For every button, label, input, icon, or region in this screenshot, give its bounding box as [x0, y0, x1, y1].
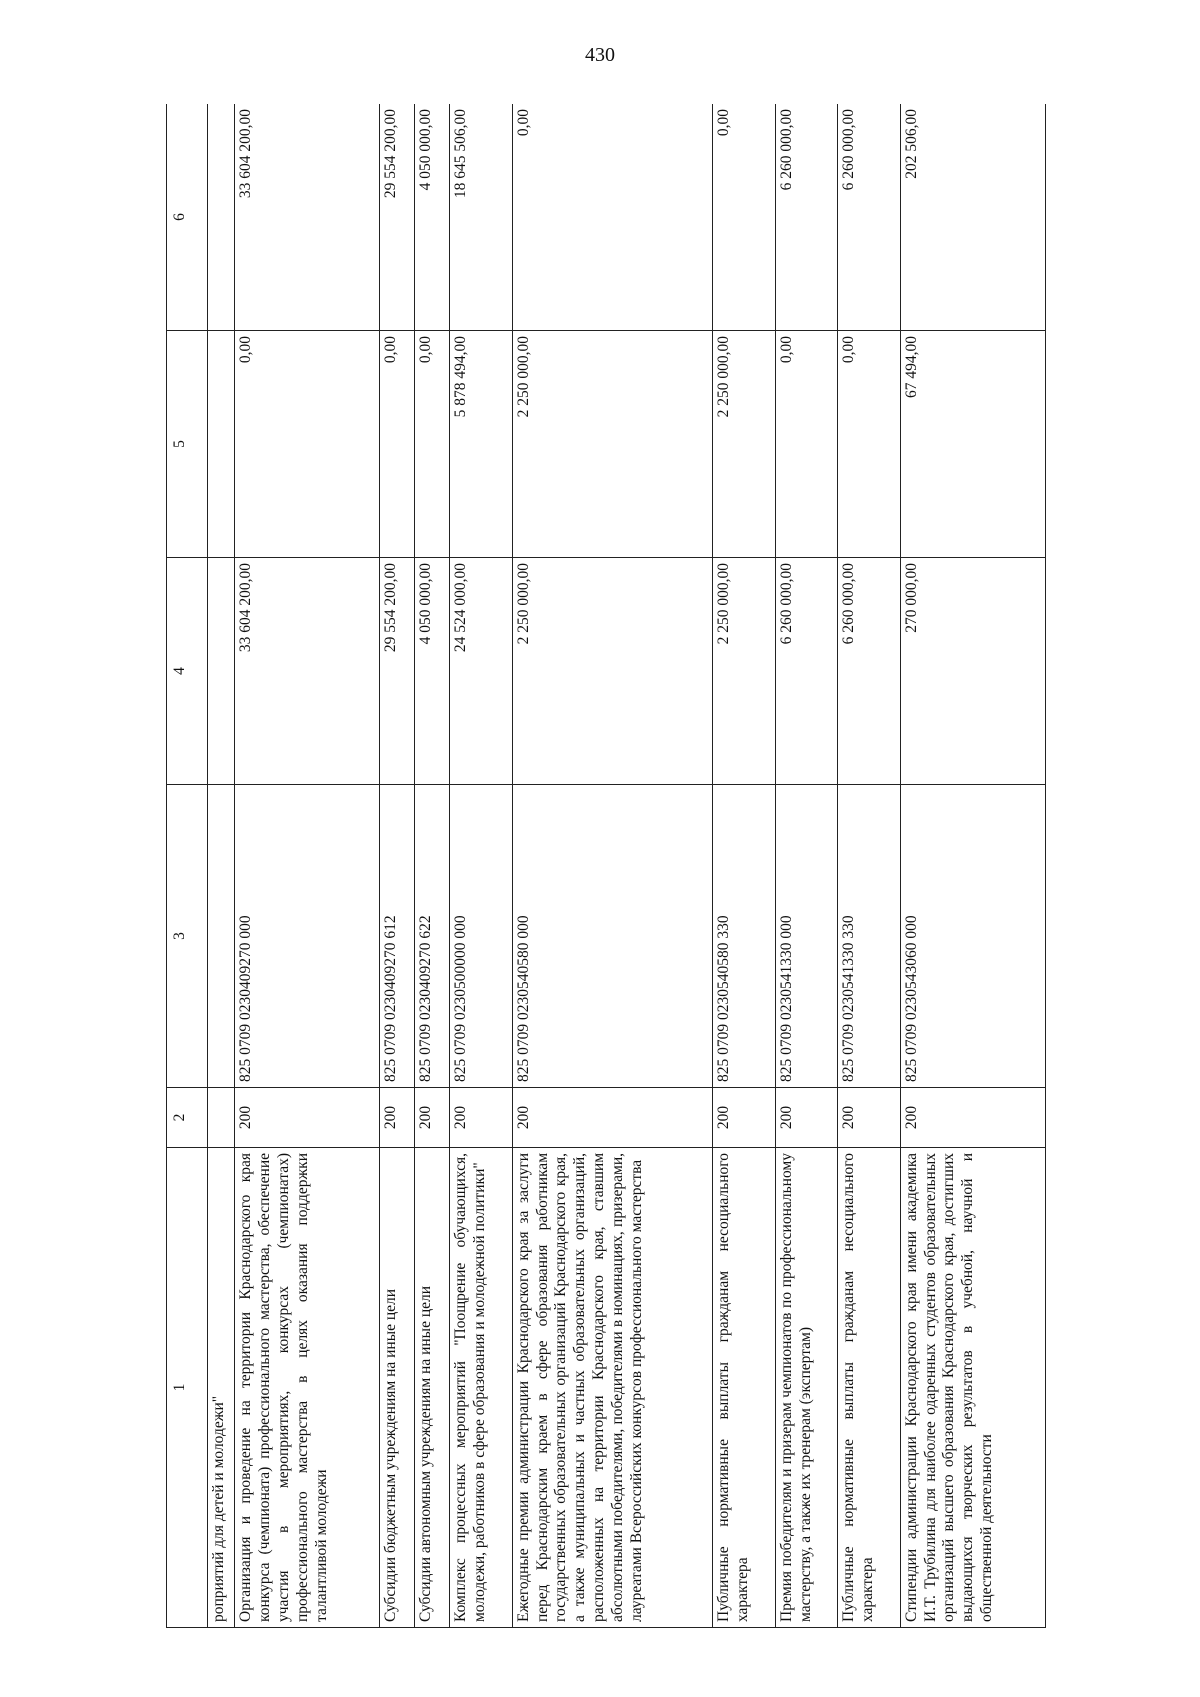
- row-code: 825 0709 0230409270 622: [415, 785, 450, 1088]
- row-value-4: 270 000,00: [900, 558, 1045, 785]
- row-value-5: 5 878 494,00: [450, 331, 513, 558]
- row-value-6: 0,00: [512, 104, 713, 331]
- rotated-table-container: [166, 104, 1046, 1628]
- row-description: Ежегодные премии администрации Краснодарского края за заслуги перед Краснодарским краем в сфере образования работникам государственных образовательных организаций Краснодарского края, а также муниципальных и частных образовательных организаций, расположенных на территории Краснодарского края, ставшим абсолютными победителями, победителями в номинациях, призерами, лауреатами Всероссийских конкурсов профессионального мастерства: [512, 1148, 713, 1628]
- row-col2: 200: [713, 1088, 776, 1148]
- row-value-4: 2 250 000,00: [713, 558, 776, 785]
- row-value-5: 0,00: [415, 331, 450, 558]
- row-value-4: 24 524 000,00: [450, 558, 513, 785]
- column-header: 6: [167, 104, 208, 331]
- row-value-4: 4 050 000,00: [415, 558, 450, 785]
- column-header: 2: [167, 1088, 208, 1148]
- row-description: Публичные нормативные выплаты гражданам несоциального характера: [838, 1148, 901, 1628]
- row-value-5: 67 494,00: [900, 331, 1045, 558]
- table-row: [450, 104, 513, 1628]
- continuation-text: роприятий для детей и молодежи": [208, 1148, 235, 1628]
- page-number: 430: [585, 44, 615, 66]
- row-description: Стипендии администрации Краснодарского края имени академика И.Т. Трубилина для наиболее одаренных студентов образовательных организаций высшего образования Краснодарского края, достигших выдающихся творческих результатов в учебной, научной и общественной деятельности: [900, 1148, 1045, 1628]
- row-col2: 200: [775, 1088, 838, 1148]
- table-row: [415, 104, 450, 1628]
- row-code: 825 0709 0230540580 000: [512, 785, 713, 1088]
- table-header-row: [167, 104, 208, 1628]
- row-value-6: 29 554 200,00: [380, 104, 415, 331]
- table-row: [900, 104, 1045, 1628]
- row-code: 825 0709 0230541330 000: [775, 785, 838, 1088]
- row-description: Публичные нормативные выплаты гражданам несоциального характера: [713, 1148, 776, 1628]
- row-value-4: 2 250 000,00: [512, 558, 713, 785]
- row-description: Премия победителям и призерам чемпионатов по профессиональному мастерству, а также их тренерам (экспертам): [775, 1148, 838, 1628]
- budget-table: [166, 104, 1046, 1628]
- continuation-row: [208, 104, 235, 1628]
- row-code: 825 0709 0230500000 000: [450, 785, 513, 1088]
- row-value-5: 2 250 000,00: [512, 331, 713, 558]
- row-description: Организация и проведение на территории Краснодарского края конкурса (чемпионата) профессионального мастерства, обеспечение участия в мероприятиях, конкурсах (чемпионатах) профессионального мастерства в целях оказания поддержки талантливой молодежи: [235, 1148, 380, 1628]
- row-col2: 200: [900, 1088, 1045, 1148]
- row-value-5: 0,00: [235, 331, 380, 558]
- column-header: 1: [167, 1148, 208, 1628]
- row-code: 825 0709 0230543060 000: [900, 785, 1045, 1088]
- row-col2: 200: [415, 1088, 450, 1148]
- row-col2: 200: [235, 1088, 380, 1148]
- row-value-6: 6 260 000,00: [775, 104, 838, 331]
- table-row: [512, 104, 713, 1628]
- column-header: 4: [167, 558, 208, 785]
- row-value-4: 6 260 000,00: [775, 558, 838, 785]
- row-description: Субсидии автономным учреждениям на иные цели: [415, 1148, 450, 1628]
- row-value-4: 29 554 200,00: [380, 558, 415, 785]
- row-code: 825 0709 0230409270 000: [235, 785, 380, 1088]
- row-value-4: 33 604 200,00: [235, 558, 380, 785]
- row-value-6: 6 260 000,00: [838, 104, 901, 331]
- column-header: 3: [167, 785, 208, 1088]
- table-row: [838, 104, 901, 1628]
- row-value-5: 0,00: [775, 331, 838, 558]
- column-header: 5: [167, 331, 208, 558]
- row-description: Субсидии бюджетным учреждениям на иные цели: [380, 1148, 415, 1628]
- row-code: 825 0709 0230409270 612: [380, 785, 415, 1088]
- table-row: [235, 104, 380, 1628]
- table-row: [380, 104, 415, 1628]
- table-viewport: [166, 104, 1046, 1628]
- row-value-5: 0,00: [380, 331, 415, 558]
- row-value-6: 4 050 000,00: [415, 104, 450, 331]
- row-value-6: 0,00: [713, 104, 776, 331]
- table-row: [775, 104, 838, 1628]
- row-value-4: 6 260 000,00: [838, 558, 901, 785]
- row-col2: 200: [450, 1088, 513, 1148]
- row-value-6: 202 506,00: [900, 104, 1045, 331]
- row-value-6: 33 604 200,00: [235, 104, 380, 331]
- row-description: Комплекс процессных мероприятий "Поощрение обучающихся, молодежи, работников в сфере образования и молодежной политики": [450, 1148, 513, 1628]
- row-code: 825 0709 0230540580 330: [713, 785, 776, 1088]
- row-code: 825 0709 0230541330 330: [838, 785, 901, 1088]
- row-col2: 200: [380, 1088, 415, 1148]
- row-value-5: 2 250 000,00: [713, 331, 776, 558]
- row-col2: 200: [838, 1088, 901, 1148]
- row-col2: 200: [512, 1088, 713, 1148]
- row-value-6: 18 645 506,00: [450, 104, 513, 331]
- table-row: [713, 104, 776, 1628]
- row-value-5: 0,00: [838, 331, 901, 558]
